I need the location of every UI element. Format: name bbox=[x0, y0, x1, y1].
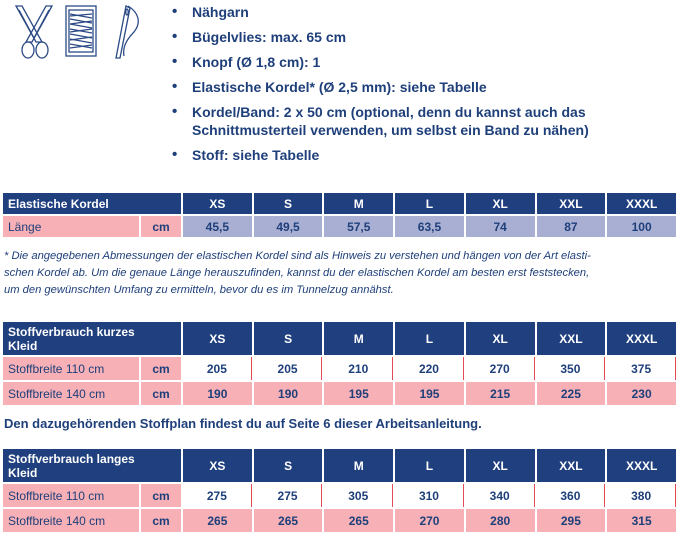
footnote-line: schen Kordel ab. Um die genaue Länge herauszufinden, kannst du der elastischen Kordel am besten erst feststecken, bbox=[4, 267, 590, 279]
table-cell: 310 bbox=[395, 484, 464, 507]
row-label: Stoffbreite 140 cm bbox=[3, 382, 139, 405]
size-header: XXL bbox=[537, 449, 606, 482]
material-item: • Knopf (Ø 1,8 cm): 1 bbox=[168, 53, 673, 71]
size-header: M bbox=[324, 193, 393, 214]
row-label: Stoffbreite 110 cm bbox=[3, 357, 139, 380]
size-header: L bbox=[395, 449, 464, 482]
size-header: M bbox=[324, 449, 393, 482]
table-cell: 265 bbox=[183, 509, 252, 532]
table-cell: 275 bbox=[254, 484, 323, 507]
row-unit: cm bbox=[141, 216, 181, 237]
row-label: Stoffbreite 140 cm bbox=[3, 509, 139, 532]
footnote-line: * Die angegebenen Abmessungen der elastischen Kordel sind als Hinweis zu verstehen und hängen von der Art elasti- bbox=[4, 250, 591, 262]
size-header: S bbox=[254, 193, 323, 214]
table-row bbox=[3, 382, 676, 405]
table-cell: 45,5 bbox=[183, 216, 252, 237]
table-cell: 265 bbox=[324, 509, 393, 532]
footnote-line: um den gewünschten Umfang zu ermitteln, bevor du es im Tunnelzug annähst. bbox=[4, 284, 394, 296]
material-item: • Kordel/Band: 2 x 50 cm (optional, denn du kannst auch das Schnittmusterteil verwenden, um selbst ein Band zu nähen) bbox=[168, 103, 673, 139]
row-unit: cm bbox=[141, 357, 181, 380]
material-item: • Stoff: siehe Tabelle bbox=[168, 146, 673, 164]
table-cell: 57,5 bbox=[324, 216, 393, 237]
row-unit: cm bbox=[141, 509, 181, 532]
table-row bbox=[3, 509, 676, 532]
sewing-tools-icons bbox=[6, 2, 146, 62]
table-cell: 270 bbox=[466, 357, 535, 380]
fabric-short-dress-table bbox=[1, 320, 678, 407]
size-header: XL bbox=[466, 449, 535, 482]
size-header: XXL bbox=[537, 193, 606, 214]
row-label: Stoffbreite 110 cm bbox=[3, 484, 139, 507]
table-cell: 215 bbox=[466, 382, 535, 405]
table-cell: 375 bbox=[607, 357, 676, 380]
material-item: • Nähgarn bbox=[168, 3, 673, 21]
table-cell: 270 bbox=[395, 509, 464, 532]
scissors-icon bbox=[16, 6, 52, 58]
table-cell: 49,5 bbox=[254, 216, 323, 237]
table-cell: 210 bbox=[324, 357, 393, 380]
size-header: L bbox=[395, 193, 464, 214]
table-row bbox=[3, 357, 676, 380]
size-header: S bbox=[254, 449, 323, 482]
fabric-long-dress-table bbox=[1, 447, 678, 534]
table-cell: 100 bbox=[607, 216, 676, 237]
size-header: XXXL bbox=[607, 322, 676, 355]
row-unit: cm bbox=[141, 382, 181, 405]
size-header: XXXL bbox=[607, 193, 676, 214]
size-header: XL bbox=[466, 193, 535, 214]
row-unit: cm bbox=[141, 484, 181, 507]
size-header: XXL bbox=[537, 322, 606, 355]
table-cell: 205 bbox=[183, 357, 252, 380]
kordel-footnote bbox=[4, 248, 676, 299]
size-header: XL bbox=[466, 322, 535, 355]
table-cell: 265 bbox=[254, 509, 323, 532]
materials-list bbox=[168, 3, 673, 171]
table-cell: 74 bbox=[466, 216, 535, 237]
table-cell: 63,5 bbox=[395, 216, 464, 237]
table-row bbox=[3, 216, 676, 237]
table-cell: 315 bbox=[607, 509, 676, 532]
table-cell: 195 bbox=[395, 382, 464, 405]
table-cell: 230 bbox=[607, 382, 676, 405]
fabric-plan-reference: Den dazugehörenden Stoffplan findest du auf Seite 6 dieser Arbeitsanleitung. bbox=[4, 416, 482, 431]
material-item: • Elastische Kordel* (Ø 2,5 mm): siehe Tabelle bbox=[168, 78, 673, 96]
kordel-table bbox=[1, 191, 678, 239]
thread-spool-icon bbox=[66, 6, 96, 56]
size-header: XS bbox=[183, 322, 252, 355]
table-cell: 305 bbox=[324, 484, 393, 507]
long-dress-table-header: Stoffverbrauch langes Kleid bbox=[3, 449, 181, 482]
table-cell: 190 bbox=[254, 382, 323, 405]
table-cell: 205 bbox=[254, 357, 323, 380]
table-row bbox=[3, 484, 676, 507]
table-cell: 220 bbox=[395, 357, 464, 380]
table-cell: 350 bbox=[537, 357, 606, 380]
row-label: Länge bbox=[3, 216, 139, 237]
table-cell: 87 bbox=[537, 216, 606, 237]
size-header: L bbox=[395, 322, 464, 355]
table-cell: 360 bbox=[537, 484, 606, 507]
table-cell: 195 bbox=[324, 382, 393, 405]
needle-icon bbox=[116, 6, 138, 58]
table-cell: 295 bbox=[537, 509, 606, 532]
table-cell: 340 bbox=[466, 484, 535, 507]
size-header: XXXL bbox=[607, 449, 676, 482]
table-cell: 190 bbox=[183, 382, 252, 405]
size-header: XS bbox=[183, 449, 252, 482]
table-cell: 380 bbox=[607, 484, 676, 507]
size-header: XS bbox=[183, 193, 252, 214]
table-cell: 275 bbox=[183, 484, 252, 507]
kordel-table-header: Elastische Kordel bbox=[3, 193, 181, 214]
size-header: M bbox=[324, 322, 393, 355]
short-dress-table-header: Stoffverbrauch kurzes Kleid bbox=[3, 322, 181, 355]
size-header: S bbox=[254, 322, 323, 355]
table-cell: 280 bbox=[466, 509, 535, 532]
table-cell: 225 bbox=[537, 382, 606, 405]
material-item: • Bügelvlies: max. 65 cm bbox=[168, 28, 673, 46]
